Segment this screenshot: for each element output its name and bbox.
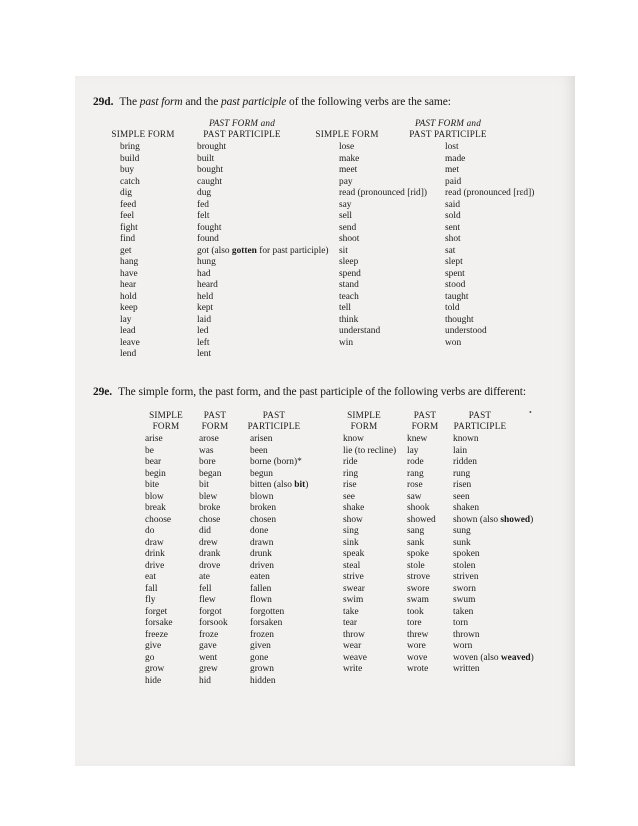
verb-entry: forgotten [250,606,285,617]
header-line: PAST PARTICIPLE [203,129,281,139]
header-past-participle-left [187,129,297,140]
verb-entry: rang [407,468,424,479]
verb-entry: hide [145,675,162,686]
verb-entry: led [197,326,209,336]
verb-entry: drink [145,549,165,559]
verb-entry: lain [453,445,468,456]
verb-entry: grew [199,664,218,674]
verb-entry: woven (also weaved) [453,652,534,663]
verb-entry: slept [445,257,463,267]
verb-entry: say [339,199,352,210]
verb-entry: ring [343,468,359,479]
verb-entry: fall [145,583,158,594]
verb-entry: spoken [453,549,480,559]
header-line: PAST [262,410,286,420]
verb-entry: show [343,514,363,525]
verb-entry: gone [250,652,269,663]
verb-entry: bore [199,457,216,467]
verb-entry: frozen [250,629,274,640]
verb-entry: see [343,491,355,502]
verb-entry: lend [120,349,137,359]
verb-entry: swum [453,595,476,605]
verb-entry: tell [339,303,351,313]
emphasized-word: bit [294,480,306,490]
verb-entry: speak [343,549,365,559]
verb-entry: hid [199,675,211,686]
section-number: 29e. [93,386,113,398]
verb-entry: teach [339,291,359,302]
verb-entry: sit [339,245,348,256]
verb-entry: bite [145,480,160,490]
emphasized-word: showed [500,514,531,525]
verb-entry: take [343,606,359,617]
verb-entry: fly [145,595,156,605]
header-line: SIMPLE [347,410,381,420]
verb-entry: thought [445,314,474,325]
verb-entry: built [197,153,215,164]
verb-entry: be [145,445,154,456]
verb-entry: bit [199,480,209,490]
verb-entry: spent [445,268,465,279]
verb-entry: caught [197,176,222,187]
verb-entry: drove [199,560,221,571]
verb-entry: lie (to recline) [343,445,397,456]
verb-entry: met [445,165,460,175]
verb-entry: dug [197,188,212,198]
verb-entry: been [250,445,268,456]
verb-entry: shot [445,234,461,244]
verb-entry: lost [445,142,459,152]
verb-entry: made [445,153,466,164]
header-line: SIMPLE FORM [315,129,379,139]
verb-entry: begin [145,468,166,479]
header-line: FORM [201,420,229,431]
verb-entry: grown [250,664,274,674]
verb-entry: rode [407,457,424,467]
header-line: PAST [203,410,227,420]
verb-entry: lose [339,142,355,152]
verb-entry: swim [343,595,364,605]
header-simple-form-left [107,129,179,140]
verb-entry: sung [453,526,471,536]
verb-entry: swam [407,595,429,605]
verb-entry: got (also gotten for past participle) [197,245,329,256]
verb-entry: tear [343,618,358,628]
verb-entry: swear [343,583,365,594]
verb-entry: ridden [453,457,477,467]
verb-entry: find [120,234,136,244]
verb-entry: stolen [453,560,476,571]
header-line: PAST FORM and [208,118,276,128]
verb-entry: rung [453,468,471,479]
verb-entry: blown [250,491,274,502]
verb-entry: tore [407,618,422,628]
verb-entry: understand [339,326,381,336]
verb-entry: torn [453,618,469,628]
header-line: PAST [413,410,437,420]
verb-entry: sent [445,222,461,233]
verb-entry: shake [343,503,365,513]
verb-entry: catch [120,176,140,187]
header-line: PARTICIPLE [453,420,507,431]
verb-entry: do [145,526,155,536]
verb-entry: felt [197,211,210,221]
verb-entry: hang [120,257,139,267]
header-past-form-left [187,118,297,129]
e-right-past-col [407,434,436,676]
verb-entry: borne (born)* [250,457,302,467]
verb-entry: had [197,268,211,279]
verb-entry: saw [407,491,422,502]
verb-entry: spend [339,268,361,279]
verb-entry: buy [120,165,135,175]
verb-entry: broken [250,503,277,513]
verb-entry: sell [339,211,353,221]
verb-entry: fell [199,583,212,594]
verb-entry: broke [199,503,221,513]
d-right-simple-col [339,142,427,349]
header-line: SIMPLE FORM [111,129,175,139]
verb-entry: keep [120,303,138,313]
verb-entry: wrote [407,664,429,674]
header-line: SIMPLE [149,410,183,420]
verb-entry: taught [445,291,469,302]
verb-entry: sold [445,211,461,221]
verb-entry: stand [339,280,359,290]
verb-entry: freeze [145,629,168,640]
verb-entry: blow [145,491,164,502]
verb-entry: forsook [199,618,228,628]
verb-entry: drive [145,560,165,571]
verb-entry: left [197,337,210,348]
verb-entry: hung [197,257,216,267]
verb-entry: shook [407,503,430,513]
verb-entry: thrown [453,629,480,640]
verb-entry: shaken [453,503,480,513]
verb-entry: froze [199,629,219,640]
verb-entry: seen [453,491,470,502]
verb-entry: sang [407,526,425,536]
verb-entry: strive [343,572,364,582]
verb-entry: drank [199,549,221,559]
header-line: FORM [411,420,439,431]
heading-text: The [119,96,140,108]
verb-entry: eat [145,572,156,582]
verb-entry: get [120,245,132,256]
verb-entry: weave [343,652,367,663]
verb-entry: rose [407,480,423,490]
verb-entry: told [445,303,460,313]
verb-entry: written [453,664,480,674]
header-line: PAST FORM and [414,118,482,128]
verb-entry: stood [445,280,466,290]
e-left-simple-col [145,434,173,687]
verb-entry: meet [339,165,358,175]
verb-entry: know [343,434,364,444]
verb-entry: throw [343,629,365,640]
verb-entry: draw [145,537,164,548]
e-header-pp-left [241,410,307,431]
verb-entry: forsake [145,618,173,628]
d-right-past-col [445,142,534,349]
verb-entry: went [199,652,218,663]
verb-entry: stole [407,560,425,571]
verb-entry: kept [197,303,214,313]
verb-entry: worn [453,641,473,651]
verb-entry: bring [120,142,140,152]
verb-entry: feed [120,199,137,210]
verb-entry: shown (also showed) [453,514,534,525]
verb-entry: bear [145,457,162,467]
verb-entry: flown [250,595,272,605]
header-simple-form-right [307,129,387,140]
verb-entry: laid [197,314,212,325]
e-left-past-col [199,434,228,687]
verb-entry: shoot [339,234,360,244]
verb-entry: rise [343,480,357,490]
verb-entry: go [145,652,155,663]
verb-entry: lay [120,314,132,325]
verb-entry: grow [145,664,165,674]
verb-entry: lead [120,326,136,336]
verb-entry: knew [407,434,428,444]
verb-entry: chose [199,514,221,525]
verb-entry: sank [407,537,425,548]
verb-entry: bought [197,165,224,175]
heading-term: past participle [221,96,287,108]
verb-entry: pay [339,176,353,187]
verb-entry: sink [343,537,359,548]
e-header-past-right [403,410,447,431]
verb-entry: strove [407,572,430,582]
verb-entry: threw [407,629,429,640]
verb-entry: done [250,526,269,536]
d-left-past-col [197,142,329,361]
heading-text: of the following verbs are the same: [286,96,451,108]
verb-entry: driven [250,560,274,571]
verb-entry: write [343,664,363,674]
e-header-past-left [193,410,237,431]
e-header-pp-right [447,410,513,431]
verb-entry: hold [120,291,137,302]
verb-entry: brought [197,142,227,152]
header-past-participle-right [393,129,503,140]
emphasized-word: gotten [231,245,257,256]
verb-entry: blew [199,491,218,502]
d-left-simple-col [120,142,140,361]
verb-entry: swore [407,583,430,594]
verb-entry: understood [445,326,487,336]
verb-entry: build [120,153,140,164]
verb-entry: drew [199,537,218,548]
verb-entry: wore [407,641,426,651]
verb-entry: bitten (also bit) [250,480,309,490]
verb-entry: sleep [339,257,359,267]
verb-entry: drawn [250,537,274,548]
verb-entry: hidden [250,675,276,686]
verb-entry: showed [407,514,436,525]
verb-entry: found [197,234,219,244]
heading-text: and the [182,96,221,108]
verb-entry: drunk [250,549,272,559]
heading-text: The simple form, the past form, and the past participle of the following verbs are different: [118,386,526,398]
verb-entry: leave [120,337,140,348]
verb-entry: arisen [250,434,273,444]
verb-entry: sat [445,245,456,256]
verb-entry: fallen [250,583,272,594]
verb-entry: heard [197,280,218,290]
verb-entry: wove [407,652,428,663]
verb-entry: begun [250,468,273,479]
verb-entry: fight [120,222,138,233]
header-line: PAST [468,410,492,420]
section-29e-heading [93,386,526,398]
verb-entry: feel [120,211,135,221]
section-number: 29d. [93,96,114,108]
e-right-pp-col [453,434,534,676]
verb-entry: gave [199,641,217,651]
verb-entry: risen [453,480,472,490]
header-line: PARTICIPLE [247,420,301,431]
verb-entry: flew [199,595,216,605]
header-past-form-right [393,118,503,129]
header-line: PAST PARTICIPLE [409,129,487,139]
verb-entry: sing [343,526,359,536]
verb-entry: taken [453,606,474,617]
verb-entry: said [445,199,461,210]
verb-entry: arise [145,434,163,444]
verb-entry: give [145,641,162,651]
verb-entry: was [199,445,214,456]
verb-entry: lent [197,349,212,359]
verb-entry: began [199,468,222,479]
verb-entry: striven [453,572,479,582]
verb-entry: lay [407,445,419,456]
verb-entry: given [250,641,271,651]
verb-entry: forsaken [250,618,283,628]
verb-entry: spoke [407,549,429,559]
verb-entry: known [453,434,479,444]
verb-entry: won [445,337,462,348]
verb-entry: forget [145,606,168,617]
verb-entry: ride [343,457,358,467]
verb-entry: sworn [453,583,476,594]
verb-entry: chosen [250,514,277,525]
verb-entry: read (pronounced [rεd]) [445,188,535,198]
verb-entry: read (pronounced [rid]) [339,188,427,198]
verb-entry: fought [197,222,222,233]
verb-entry: did [199,526,211,536]
verb-entry: think [339,314,359,325]
verb-entry: make [339,153,360,164]
verb-entry: eaten [250,572,270,582]
verb-entry: ate [199,572,210,582]
corner-mark: • [529,408,532,417]
emphasized-word: weaved [500,652,531,663]
verb-entry: arose [199,434,219,444]
verb-entry: break [145,503,166,513]
verb-entry: hear [120,280,137,290]
verb-entry: paid [445,176,462,187]
verb-entry: held [197,291,214,302]
verb-entry: wear [343,641,362,651]
verb-entry: took [407,606,424,617]
verb-entry: fed [197,199,209,210]
verb-entry: dig [120,188,132,198]
e-header-simple-left [141,410,191,431]
header-line: FORM [152,420,180,431]
section-29d-heading [93,96,451,108]
e-right-simple-col [343,434,396,676]
verb-entry: choose [145,514,172,525]
verb-entry: have [120,268,138,279]
verb-entry: forgot [199,606,222,617]
verb-entry: sunk [453,537,471,548]
verb-entry: send [339,222,357,233]
header-line: FORM [350,420,378,431]
book-page [75,76,575,766]
heading-term: past form [139,96,183,108]
e-header-simple-right [339,410,389,431]
verb-entry: win [339,337,354,348]
e-left-pp-col [250,434,308,687]
verb-entry: steal [343,560,361,571]
